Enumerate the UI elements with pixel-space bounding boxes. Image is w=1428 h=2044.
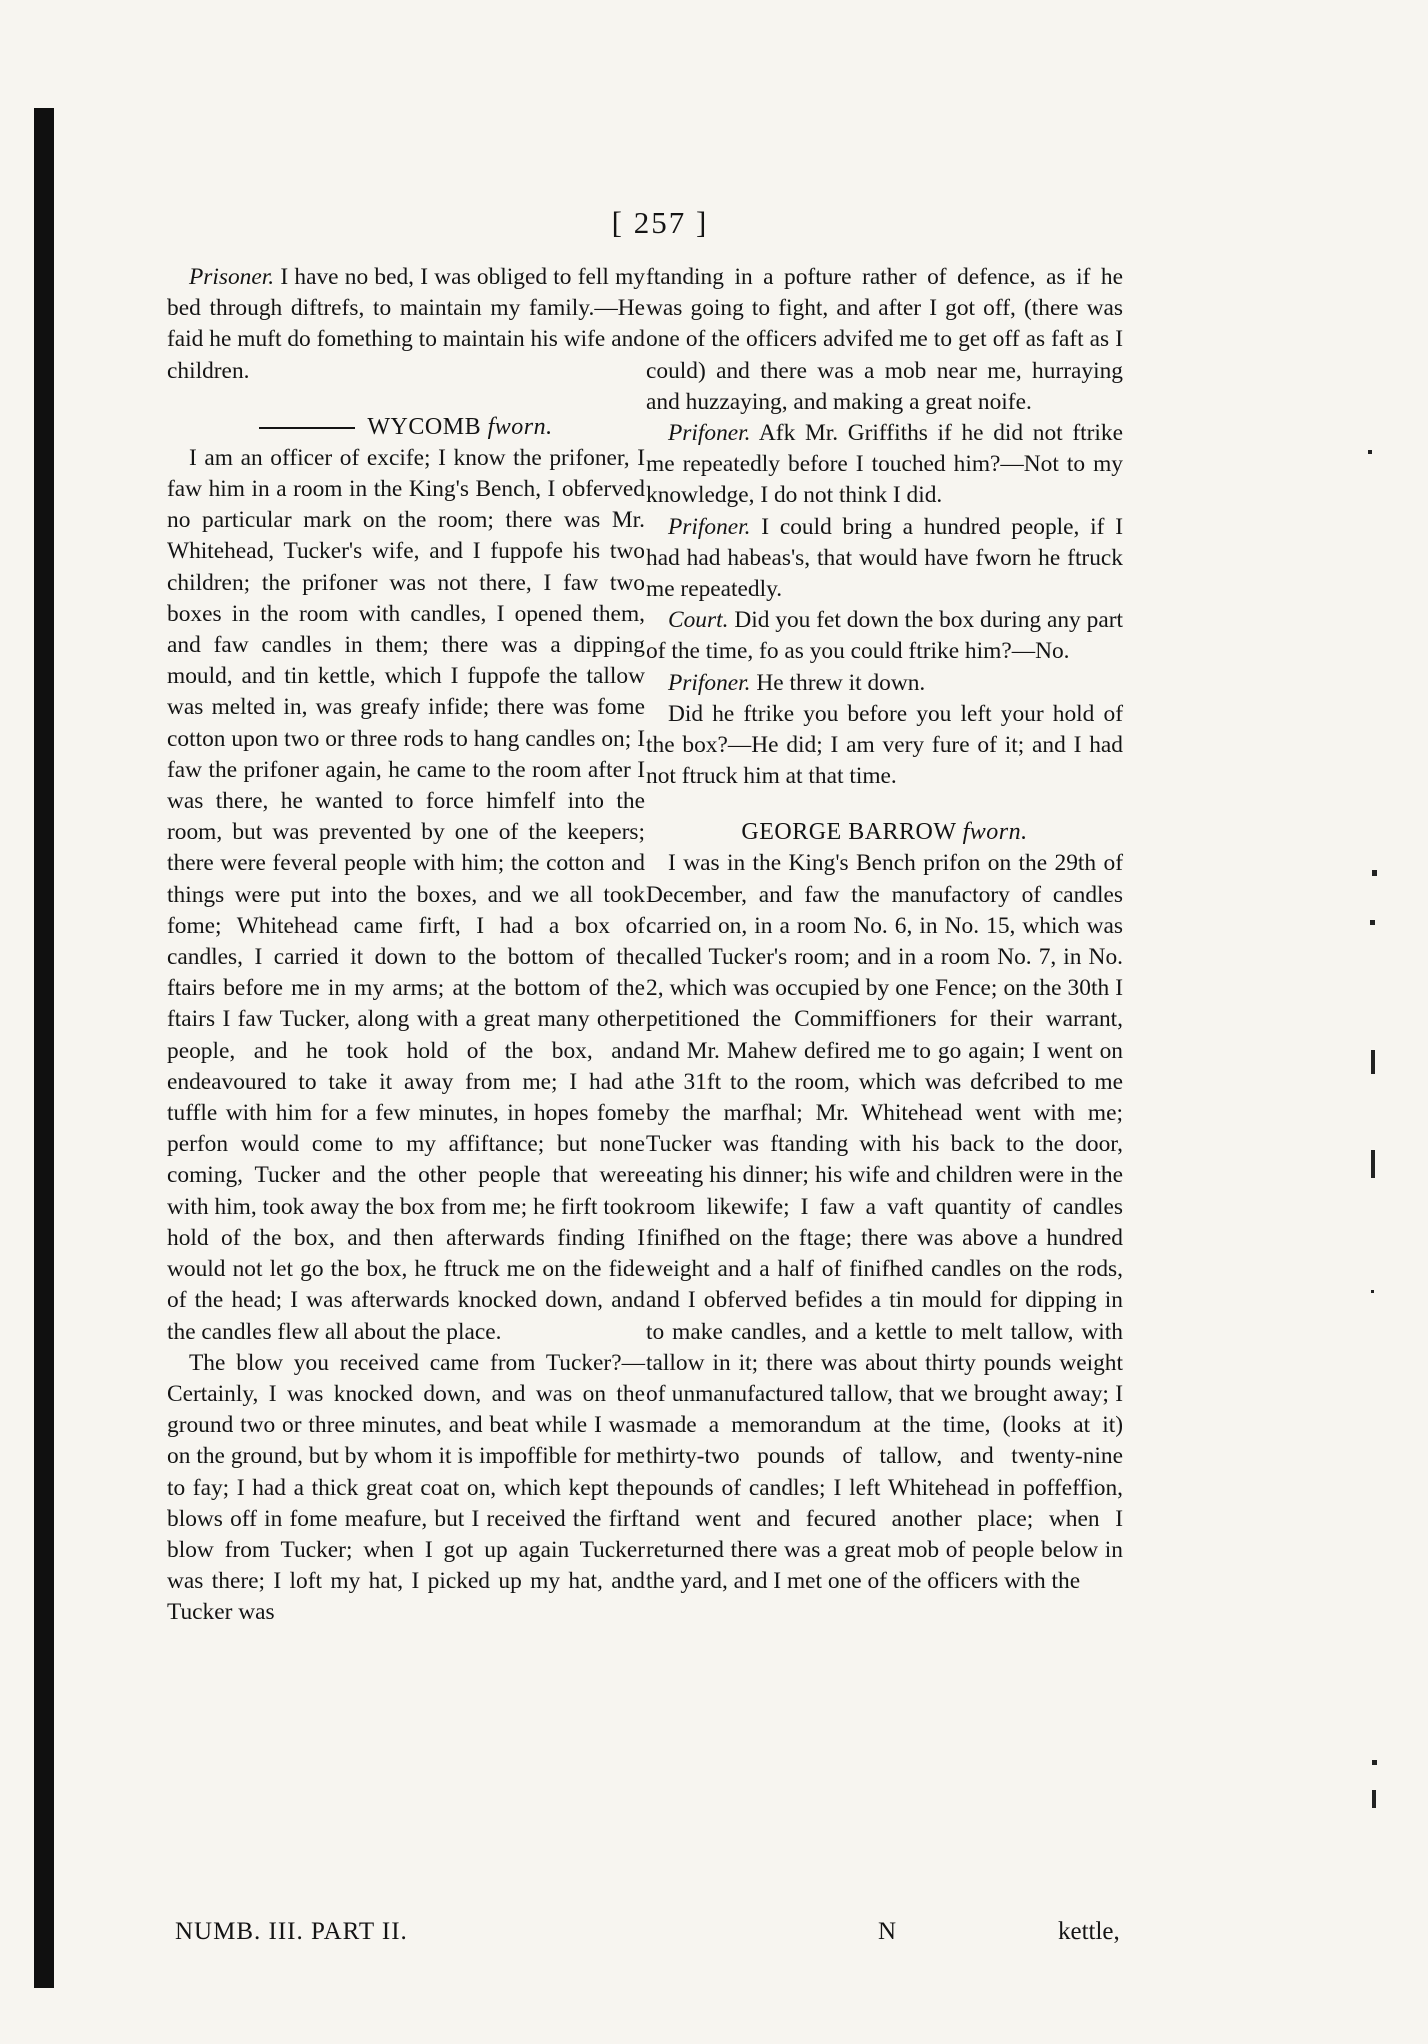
paragraph [646, 262, 1123, 418]
paragraph [646, 668, 1123, 699]
catchword: kettle, [1058, 1918, 1120, 1945]
speck [1372, 1790, 1376, 1808]
paragraph-text: Did he ftrike you before you left your hold of the box?—He did; I am very fure of it; and I had not ftruck him at that time. [646, 700, 1123, 790]
paragraph [646, 418, 1123, 512]
speaker-label: Prifoner. [668, 420, 751, 447]
binding-shadow [34, 108, 54, 1988]
left-column [167, 262, 645, 1629]
signature-line: NUMB. III. PART II. [175, 1918, 408, 1945]
paragraph-text: I am an officer of excife; I know the prifoner, I faw him in a room in the King's Bench, I obferved no particular mark on the room; there was Mr. Whitehead, Tucker's wife, and I fuppofe his two children; the prifoner was not there, I faw two boxes in the room with candles, I opened them, and faw candles in them; there was a dipping mould, and tin kettle, which I fuppofe the tallow was melted in, was greafy infide; there was fome cotton upon two or three rods to hang candles on; I faw the prifoner again, he came to the room after I was there, he wanted to force himfelf into the room, but was prevented by one of the keepers; there were feveral people with him; the cotton and things were put into the boxes, and we all took fome; Whitehead came firft, I had a box of candles, I carried it down to the bottom of the ftairs before me in my arms; at the bottom of the ftairs I faw Tucker, along with a great many other people, and he took hold of the box, and endeavoured to take it away from me; I had a tuffle with him for a few minutes, in hopes fome perfon would come to my affiftance; but none coming, Tucker and the other people that were with him, took away the box from me; he firft took hold of the box, and then afterwards finding I would not let go the box, he ftruck me on the fide of the head; I was afterwards knocked down, and the candles flew all about the place. [167, 444, 645, 1345]
speck [1371, 1150, 1375, 1178]
margin-specks [1338, 0, 1428, 2044]
paragraph-text: ftanding in a pofture rather of defence, as if he was going to fight, and after I got off, (there was one of the officers advifed me to get off as faft as I could) and there was a mob near me, hurraying and huzzaying, and making a great noife. [646, 264, 1123, 415]
speck [1370, 920, 1375, 925]
speck [1372, 870, 1377, 876]
paragraph-text: The blow you received came from Tucker?—Certainly, I was knocked down, and was on the ground two or three minutes, and beat while I was on the ground, but by whom it is impoffible for me to fay; I had a thick great coat on, which kept the blows off in fome meafure, but I received the firft blow from Tucker; when I got up again Tucker was there; I loft my hat, I picked up my hat, and Tucker was [167, 1349, 645, 1626]
page-number: [ 257 ] [611, 205, 709, 240]
paragraph [167, 262, 645, 387]
paragraph-text: Afk Mr. Griffiths if he did not ftrike me repeatedly before I touched him?—Not to my knowledge, I do not think I did. [646, 420, 1123, 509]
paragraph-text: He threw it down. [750, 669, 926, 696]
paragraph-text: I was in the King's Bench prifon on the 29th of December, and faw the manufactory of candles carried on, in a room No. 6, in No. 15, which was called Tucker's room; and in a room No. 7, in No. 2, which was occupied by one Fence; on the 30th I petitioned the Commiffioners for their warrant, and Mr. Mahew defired me to go again; I went on the 31ft to the room, which was defcribed to me by the marfhal; Mr. Whitehead went with me; Tucker was ftanding with his back to the door, eating his dinner; his wife and children were in the room likewife; I faw a vaft quantity of candles finifhed on the ftage; there was above a hundred weight and a half of finifhed candles on the rods, and I obferved befides a tin mould for dipping in to make candles, and a kettle to melt tallow, with tallow in it; there was about thirty pounds weight of unmanufactured tallow, that we brought away; I made a memorandum at the time, (looks at it) thirty-two pounds of tallow, and twenty-nine pounds of candles; I left Whitehead in poffeffion, and went and fecured another place; when I returned there was a great mob of people below in the yard, and I met one of the officers with the [646, 850, 1123, 1595]
speck [1372, 1760, 1377, 1765]
paragraph-text: Did you fet down the box during any part of the time, fo as you could ftrike him?—No. [646, 607, 1123, 665]
paragraph [646, 848, 1123, 1597]
witness-heading [646, 816, 1123, 848]
speaker-label: Prifoner. [668, 513, 751, 540]
heading-rule [259, 427, 355, 429]
signature-mark: N [878, 1918, 897, 1945]
paragraph-text: I have no bed, I was obliged to fell my bed through diftrefs, to maintain my family.—He faid he muft do fomething to maintain his wife and children. [167, 264, 645, 384]
paragraph [167, 1348, 645, 1629]
speaker-label: Prisoner. [189, 264, 275, 290]
witness-heading [167, 411, 645, 443]
paragraph [167, 443, 645, 1348]
speck [1368, 450, 1372, 454]
sworn-label: fworn. [962, 819, 1028, 846]
speaker-label: Court. [668, 607, 729, 634]
speaker-label: Prifoner. [668, 669, 751, 696]
paragraph-text: I could bring a hundred people, if I had had habeas's, that would have fworn he ftruck me repeatedly. [646, 513, 1123, 603]
witness-name: GEORGE BARROW [741, 819, 957, 846]
paragraph [646, 605, 1123, 667]
paragraph [646, 512, 1123, 606]
sworn-label: fworn. [487, 413, 553, 440]
right-column [646, 262, 1123, 1597]
witness-name: WYCOMB [367, 413, 482, 440]
paragraph [646, 699, 1123, 793]
speck [1371, 1050, 1375, 1074]
speck [1371, 1290, 1374, 1293]
